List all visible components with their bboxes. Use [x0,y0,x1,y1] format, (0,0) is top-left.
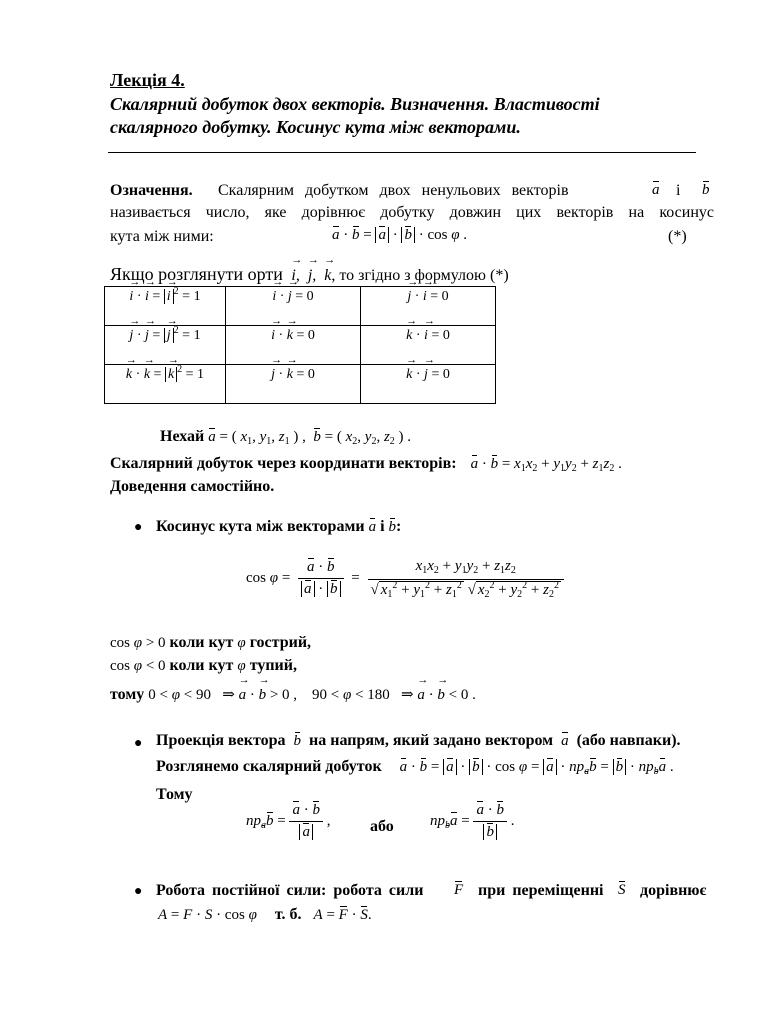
definition-line2: називається число, яке дорівнює добутку довжин цих векторів на косинус [110,204,714,221]
lecture-title: Лекція 4. [110,70,185,90]
projection-line3: Тому [156,786,193,803]
table-cell: → j · → i = 0 [361,287,496,326]
table-row [105,326,496,365]
lecture-subtitle-line1: Скалярний добуток двох векторів. Визначення. Властивості [110,94,600,114]
therefore-line: тому 0 < φ < 90 ⇒ → a · → b > 0 , 90 < φ < 180 ⇒ → a · → b < 0 . [110,685,476,704]
orts-intro: Якщо розглянути орти → i, → j, → k, то згідно з формулою (*) [110,264,509,285]
formula-mark: (*) [668,228,687,245]
work-line2: A = F · S · cos φ т. б. A = F · S. [158,906,372,923]
unit-vectors-table [104,286,496,404]
table-cell: → i · → i = → i $^2$ = 1 [105,287,226,326]
or-word: або [370,818,394,835]
projection-formula-2: $np_ba$ = $\frac{a \cdot b}{b}$ . [430,802,515,840]
bullet-icon: ● [134,520,143,535]
table-cell: → j · → k = 0 [226,365,361,404]
table-row [105,287,496,326]
vector-b: b [702,182,710,198]
cos-negative: cos φ < 0 коли кут φ тупий, [110,657,297,674]
cosine-formula: cos φ = $\frac{a \cdot b}{a \cdot b}$ = $\frac{x_1x_2 + y_1y_2 + z_1z_2}{√ x_1^2 + y_1^2 + z_1^2 √ x_2^2 + y_2^2 + z_2^2}$ [246,558,564,599]
definition-text1: Скалярним добутком двох ненульових векторів [218,182,569,199]
table-cell: → k · → k = → k $^2$ = 1 [105,365,226,404]
header-divider [108,152,696,153]
bullet-icon: ● [134,736,143,751]
vector-a: a [652,182,660,198]
definition-term: Означення. [110,182,193,199]
projection-formula-1: $np_ab$ = $\frac{a \cdot b}{a}$ , [246,802,331,840]
definition-line3: кута між ними: [110,228,214,245]
definition-and: і [676,182,681,199]
projection-line2: Розглянемо скалярний добуток $a \cdot b = a \cdot b \cdot \cos \varphi = a \cdot np_ab = b \cdot np_ba$ . [156,758,674,777]
table-cell: → j · → j = → j $^2$ = 1 [105,326,226,365]
table-cell: → k · → i = 0 [361,326,496,365]
lecture-subtitle-line2: скалярного добутку. Косинус кута між векторами. [110,117,521,137]
table-cell: → i · → k = 0 [226,326,361,365]
scalar-coords: Скалярний добуток через координати векторів: $a \cdot b = x_1x_2 + y_1y_2 + z_1z_2$ . [110,455,622,474]
table-row [105,365,496,404]
proof-note: Доведення самостійно. [110,478,275,495]
cos-positive: cos φ > 0 коли кут φ гострий, [110,634,312,651]
projection-line1: Проекція вектора b на напрям, який задано вектором a (або навпаки). [156,732,681,749]
let-vectors: Нехай a = ( $x_1$, $y_1$, $z_1$ ) , b = ( $x_2$, $y_2$, $z_2$ ) . [160,428,412,447]
definition-formula: a · b = a · b · cos φ . [332,227,468,243]
work-line1: Робота постійної сили: робота сили F при переміщенні S дорівнює [156,882,707,899]
deg90-2: 90 [312,687,328,703]
table-cell: → i · → j = 0 [226,287,361,326]
cosine-heading: Косинус кута між векторами a і b: [156,518,402,535]
bullet-icon: ● [134,884,143,899]
definition-line1 [110,182,714,200]
table-cell: → k · → j = 0 [361,365,496,404]
